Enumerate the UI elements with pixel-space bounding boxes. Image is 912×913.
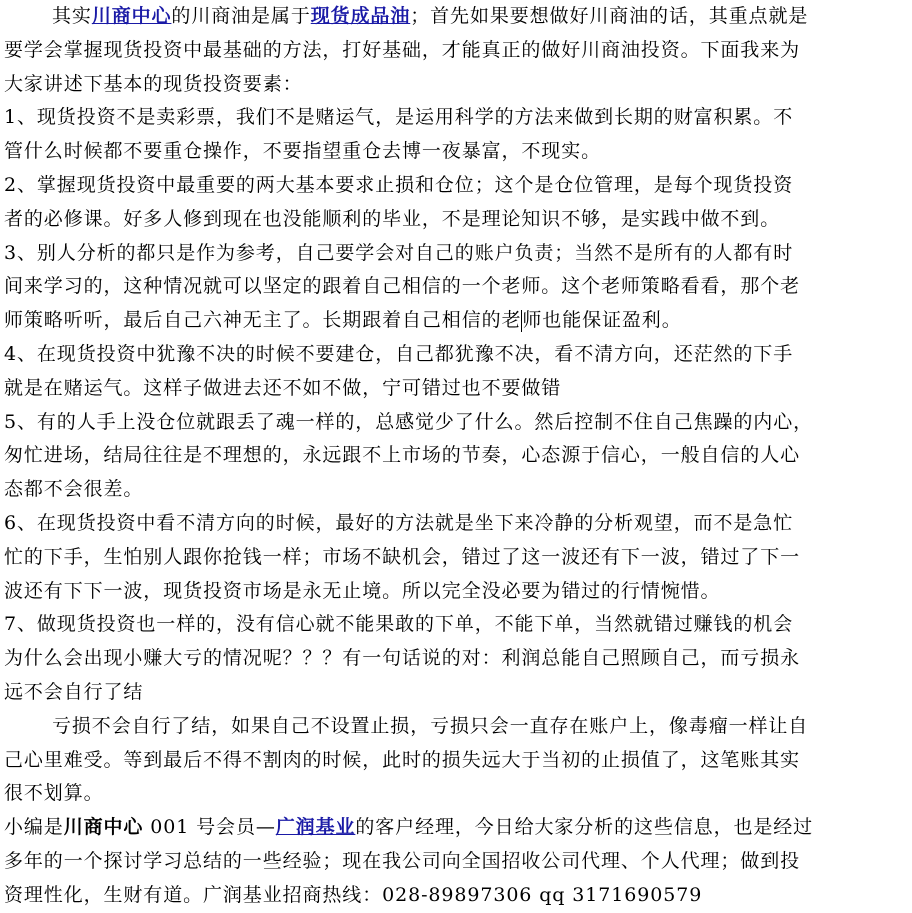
guangrun-link[interactable]: 广润基业 — [275, 816, 356, 839]
point-7-line-2: 为什么会出现小赚大亏的情况呢？？？有一句话说的对：利润总能自己照顾自己，而亏损永 — [4, 647, 801, 670]
point-1-line-1: 1、现货投资不是卖彩票，我们不是赌运气，是运用科学的方法来做到长期的财富积累。不 — [4, 106, 794, 129]
point-5-line-3: 态都不会很差。 — [4, 478, 144, 501]
point-7-line-3: 远不会自行了结 — [4, 680, 144, 703]
footer-text: 001 号会员— — [143, 816, 276, 839]
intro-text: 的川商油是属于 — [171, 5, 311, 27]
footer-line-2: 多年的一个探讨学习总结的一些经验；现在我公司向全国招收公司代理、个人代理；做到投 — [4, 849, 801, 872]
point-2-line-2: 者的必修课。好多人修到现在也没能顺利的毕业，不是理论知识不够，是实践中做不到。 — [4, 207, 781, 230]
point-3-line-3 — [4, 304, 900, 338]
point-6-line-2: 忙的下手，生怕别人跟你抢钱一样；市场不缺机会，错过了这一波还有下一波，错过了下一 — [4, 545, 801, 568]
point-5-line-1: 5、有的人手上没仓位就跟丢了魂一样的，总感觉少了什么。然后控制不住自己焦躁的内心， — [4, 410, 813, 433]
chuanshang-center-name: 川商中心 — [63, 816, 144, 839]
intro-text: 其实 — [52, 5, 92, 27]
spot-oil-link[interactable]: 现货成品油 — [310, 5, 411, 27]
point-3-line-2: 间来学习的，这种情况就可以坚定的跟着自己相信的一个老师。这个老师策略看看，那个老 — [4, 275, 801, 298]
intro-text: ；首先如果要想做好川商油的话，其重点就是 — [410, 5, 809, 27]
point-1-line-2: 管什么时候都不要重仓操作，不要指望重仓去博一夜暴富，不现实。 — [4, 140, 602, 163]
point-4-line-2: 就是在赌运气。这样子做进去还不如不做，宁可错过也不要做错 — [4, 376, 562, 399]
point-6-line-3: 波还有下下一波，现货投资市场是永无止境。所以完全没必要为错过的行情惋惜。 — [4, 579, 721, 602]
intro-line-2: 要学会掌握现货投资中最基础的方法，打好基础，才能真正的做好川商油投资。下面我来为 — [4, 38, 801, 61]
point-3-text: 师也能保证盈利。 — [522, 309, 682, 332]
footer-line-3: 资理性化，生财有道。广润基业招商热线：028-89897306 qq 3171690579 — [4, 883, 703, 906]
point-4-line-1: 4、在现货投资中犹豫不决的时候不要建仓，自己都犹豫不决，看不清方向，还茫然的下手 — [4, 342, 794, 365]
closing-line-2: 己心里难受。等到最后不得不割肉的时候，此时的损失远大于当初的止损值了，这笔账其实 — [4, 748, 801, 771]
point-5-line-2: 匆忙进场，结局往往是不理想的，永远跟不上市场的节奏，心态源于信心，一般自信的人心 — [4, 444, 801, 467]
footer-text: 的客户经理，今日给大家分析的这些信息，也是经过 — [355, 816, 814, 839]
point-2-line-1: 2、掌握现货投资中最重要的两大基本要求止损和仓位；这个是仓位管理，是每个现货投资 — [4, 173, 794, 196]
intro-line-3: 大家讲述下基本的现货投资要素： — [4, 72, 303, 95]
point-6-line-1: 6、在现货投资中看不清方向的时候，最好的方法就是坐下来冷静的分析观望，而不是急忙 — [4, 511, 794, 534]
intro-line-1 — [4, 0, 900, 34]
point-7-line-1: 7、做现货投资也一样的，没有信心就不能果敢的下单，不能下单，当然就错过赚钱的机会 — [4, 613, 794, 636]
point-3-text: 师策略听听，最后自己六神无主了。长期跟着自己相信的老 — [4, 309, 522, 332]
chuanshang-center-link[interactable]: 川商中心 — [91, 5, 172, 27]
closing-line-3: 很不划算。 — [4, 782, 104, 805]
footer-text: 小编是 — [4, 816, 64, 839]
footer-line-1 — [4, 811, 900, 845]
closing-line-1: 亏损不会自行了结，如果自己不设置止损，亏损只会一直存在账户上，像毒瘤一样让自 — [52, 714, 809, 737]
point-3-line-1: 3、别人分析的都只是作为参考，自己要学会对自己的账户负责；当然不是所有的人都有时 — [4, 241, 794, 264]
